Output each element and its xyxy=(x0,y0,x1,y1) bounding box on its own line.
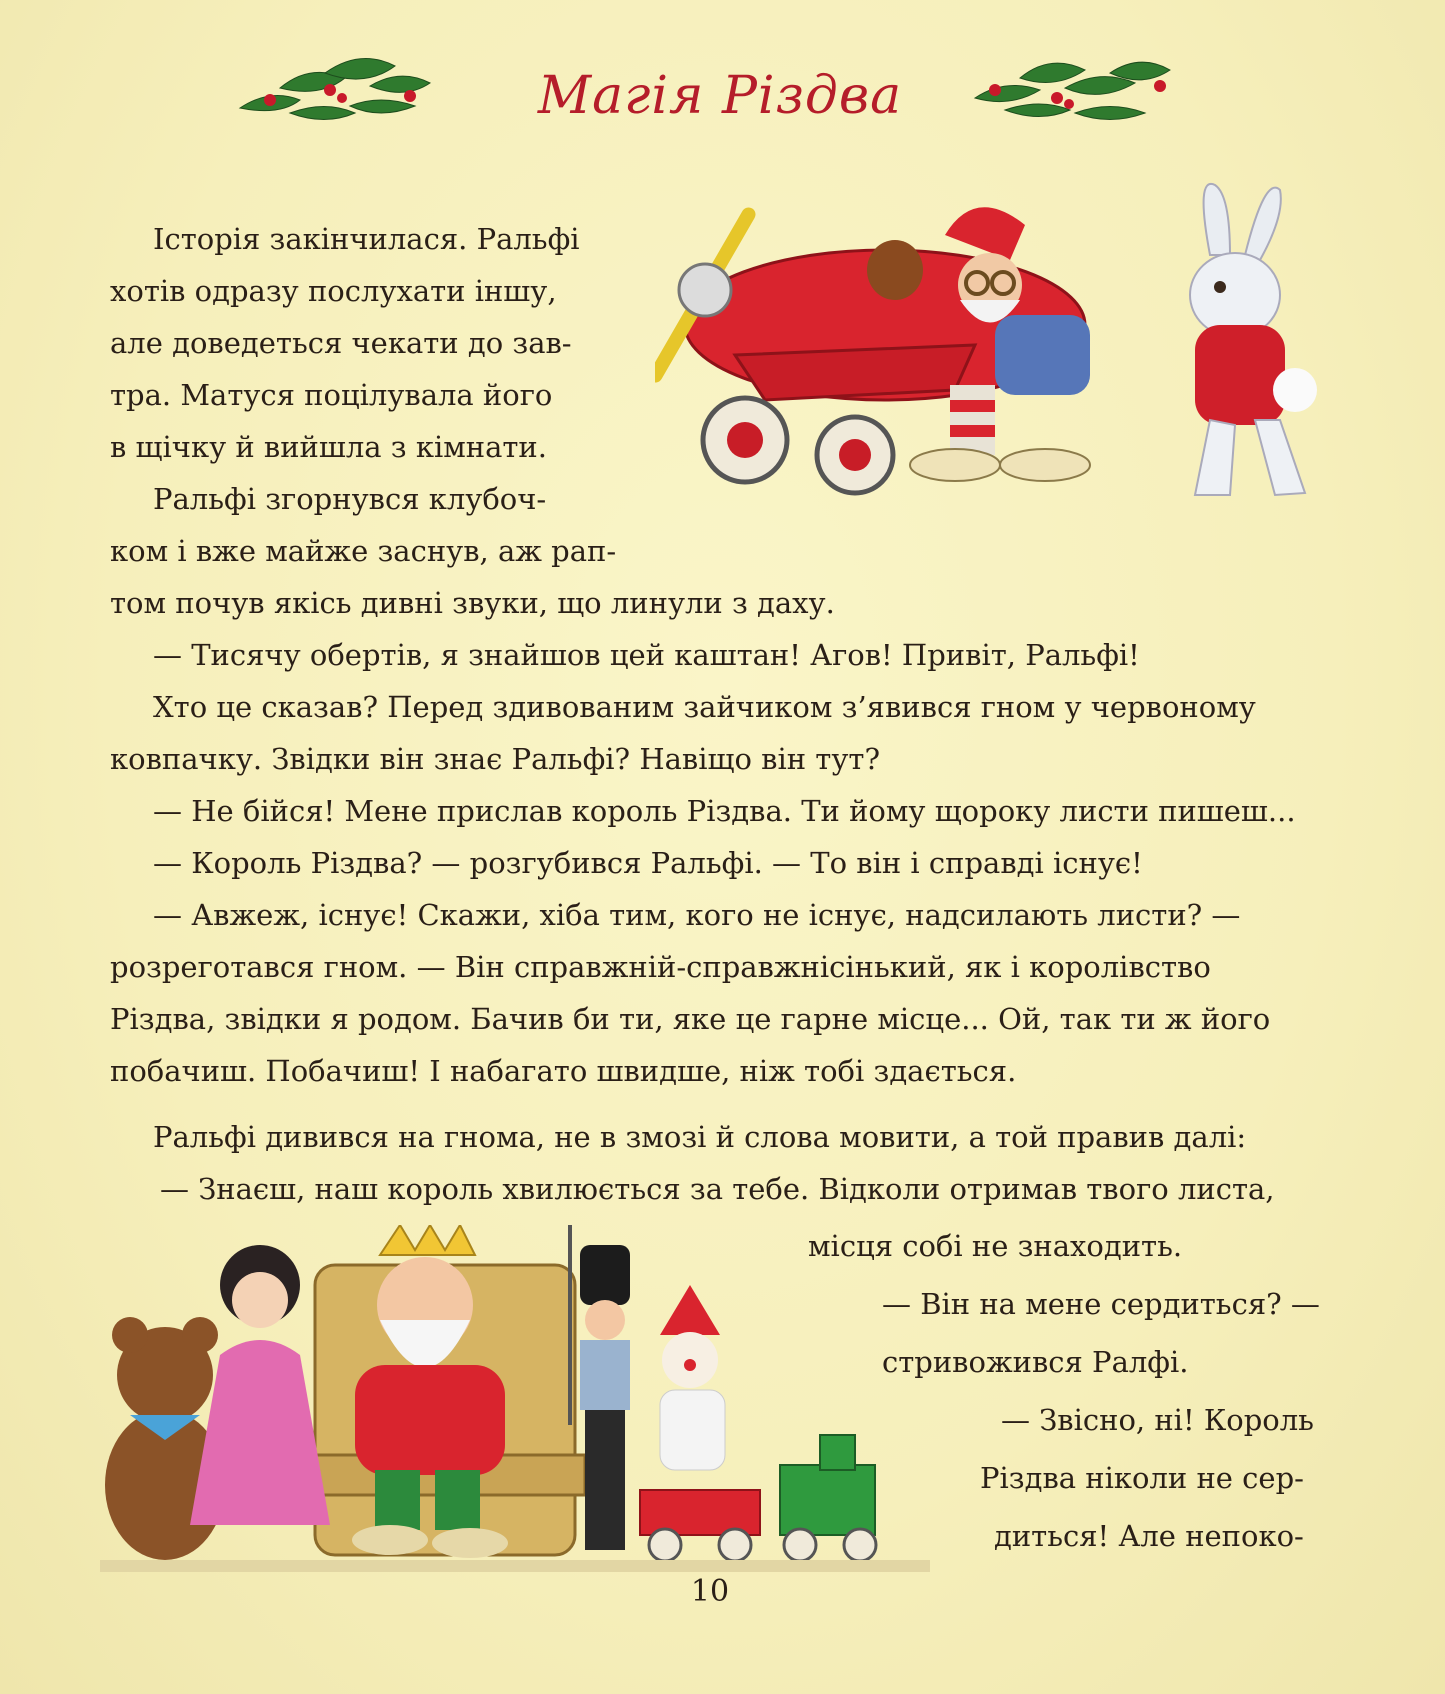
text-line: стривожився Ралфі. xyxy=(882,1345,1189,1379)
text-line: в щічку й вийшла з кімнати. xyxy=(110,430,547,464)
page-header xyxy=(0,28,1445,138)
text-line: Історія закінчилася. Ральфі xyxy=(153,222,580,256)
text-line: Ральфі згорнувся клубоч- xyxy=(153,482,547,516)
text-line: — Авжеж, існує! Скажи, хіба тим, кого не існує, надсилають листи? — xyxy=(153,898,1241,932)
page-number: 10 xyxy=(690,1574,730,1609)
page-title: Магія Різдва xyxy=(537,66,903,126)
text-line: місця собі не знаходить. xyxy=(808,1229,1183,1263)
text-line: Різдва, звідки я родом. Бачив би ти, яке це гарне місце... Ой, так ти ж його xyxy=(110,1002,1271,1036)
text-line: розреготався гном. — Він справжній-справжнісінький, як і королівство xyxy=(110,950,1211,984)
text-line: — Знаєш, наш король хвилюється за тебе. Відколи отримав твого листа, xyxy=(160,1172,1275,1206)
text-line: — Звісно, ні! Король xyxy=(1001,1403,1314,1437)
text-line: — Не бійся! Мене прислав король Різдва. Ти йому щороку листи пишеш... xyxy=(153,794,1296,828)
holly-decoration-icon xyxy=(965,28,1175,138)
text-line: Різдва ніколи не сер- xyxy=(980,1461,1304,1495)
text-line: том почув якісь дивні звуки, що линули з даху. xyxy=(110,586,835,620)
text-line: — Тисячу обертів, я знайшов цей каштан! Агов! Привіт, Ральфі! xyxy=(153,638,1140,672)
text-line: побачиш. Побачиш! І набагато швидше, ніж тобі здається. xyxy=(110,1054,1017,1088)
text-line: ком і вже майже заснув, аж рап- xyxy=(110,534,617,568)
text-line: диться! Але непоко- xyxy=(994,1519,1304,1553)
text-line: Хто це сказав? Перед здивованим зайчиком з’явився гном у червоному xyxy=(153,690,1256,724)
text-line: ковпачку. Звідки він знає Ральфі? Навіщо він тут? xyxy=(110,742,880,776)
king-and-toys-illustration xyxy=(100,1225,930,1585)
text-line: Ральфі дивився на гнома, не в змозі й слова мовити, а той правив далі: xyxy=(153,1120,1247,1154)
text-line: але доведеться чекати до зав- xyxy=(110,326,572,360)
text-line: — Король Різдва? — розгубився Ральфі. — То він і справді існує! xyxy=(153,846,1143,880)
text-line: — Він на мене сердиться? — xyxy=(882,1287,1320,1321)
text-line: хотів одразу послухати іншу, xyxy=(110,274,557,308)
gnome-plane-bunny-illustration xyxy=(655,175,1375,525)
text-line: тра. Матуся поцілувала його xyxy=(110,378,553,412)
holly-decoration-icon xyxy=(230,28,440,138)
